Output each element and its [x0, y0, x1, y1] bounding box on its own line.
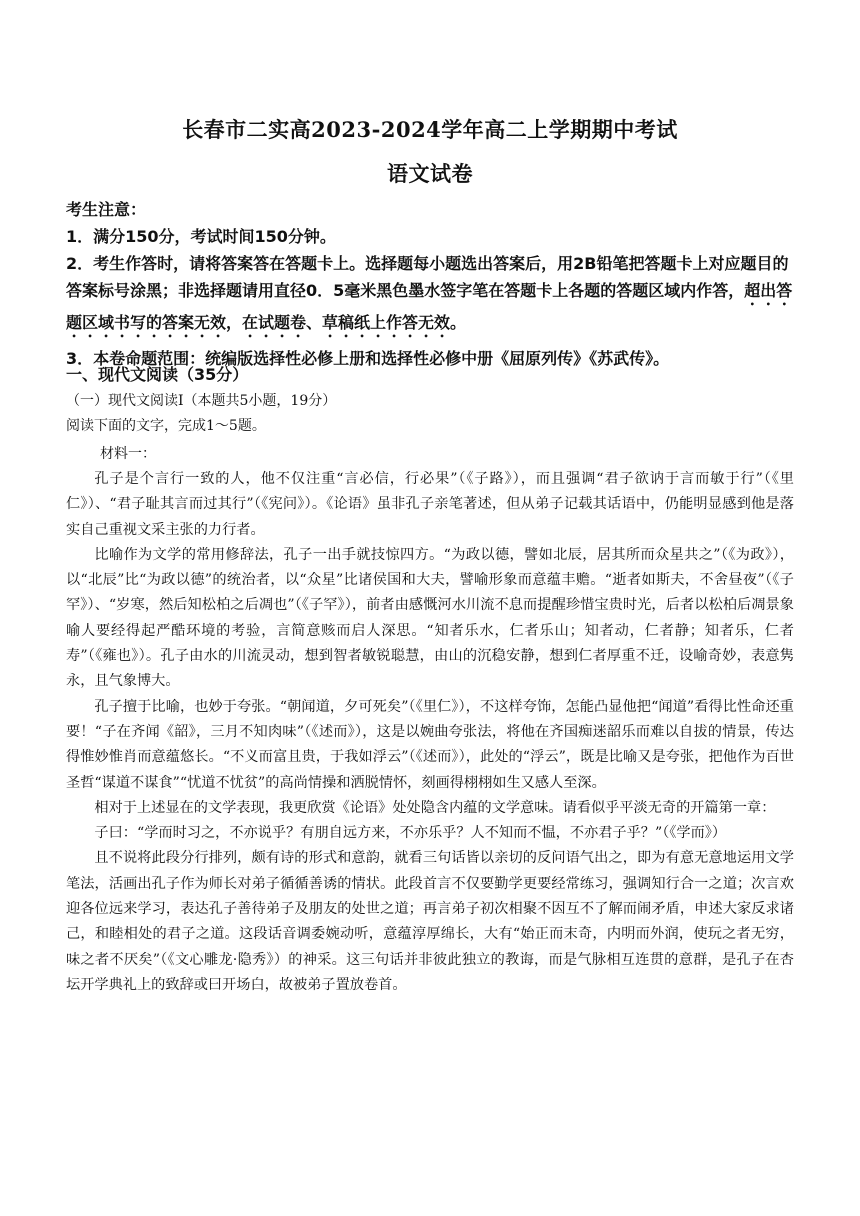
material-label: 材料一：: [100, 446, 156, 462]
notice-item-2-emphasis-2: 在试题卷、草稿纸上作答无效: [242, 313, 451, 332]
notice-block: [66, 196, 794, 372]
exam-title: 长春市二实高2023-2024学年高二上学期期中考试: [182, 117, 678, 142]
notice-item-2-text: 2．考生作答时，请将答案答在答题卡上。选择题每小题选出答案后，用2B铅笔把答题卡上对应题目的答案标号涂黑；非选择题请用直径0．5毫米黑色墨水签字笔在答题卡上各题的答题区域内作答，: [66, 254, 789, 300]
notice-heading: 考生注意：: [66, 200, 147, 219]
notice-item-3: 3．本卷命题范围：统编版选择性必修上册和选择性必修中册《屈原列传》《苏武传》。: [66, 349, 670, 368]
paragraph: 子曰：“学而时习之，不亦说乎？有朋自远方来，不亦乐乎？人不知而不愠，不亦君子乎？”（《学而》）: [94, 825, 727, 842]
paragraph: 孔子是个言行一致的人，他不仅注重“言必信，行必果”（《子路》），而且强调“君子欲讷于言而敏于行”（《里仁》）、“君子耻其言而过其行”（《宪问》）。《论语》虽非孔子亲笔著述，但从弟子记载其话语中，仍能明显感到他是落实自己重视文采主张的力行者。: [66, 471, 794, 538]
section-heading: 一、现代文阅读（35分）: [66, 365, 249, 384]
notice-item-2-emphasis-1: 超出答题区域书写的答案无效: [66, 281, 793, 332]
subsection-heading: （一）现代文阅读Ⅰ（本题共5小题，19分）: [66, 393, 337, 409]
paragraph: 比喻作为文学的常用修辞法，孔子一出手就技惊四方。“为政以德，譬如北辰，居其所而众星共之”（《为政》），以“北辰”比“为政以德”的统治者，以“众星”比诸侯国和大夫，譬喻形象而意蕴丰赡。“逝者如斯夫，不舍昼夜”（《子罕》）、“岁寒，然后知松柏之后凋也”（《子罕》），前者由感慨河水川流不息而提醒珍惜宝贵时光，后者以松柏后凋景象喻人要经得起严酷环境的考验，言简意赅而启人深思。“知者乐水，仁者乐山；知者动，仁者静；知者乐，仁者寿”（《雍也》）。孔子由水的川流灵动，想到智者敏锐聪慧，由山的沉稳安静，想到仁者厚重不迁，设喻奇妙，表意隽永，且气象博大。: [66, 546, 794, 690]
paragraph: 且不说将此段分行排列，颇有诗的形式和意韵，就看三句话皆以亲切的反问语气出之，即为有意无意地运用文学笔法，活画出孔子作为师长对弟子循循善诱的情状。此段首言不仅要勤学更要经常练习，强调知行合一之道；次言欢迎各位远来学习，表达孔子善待弟子及朋友的处世之道；再言弟子初次相聚不因互不了解而闹矛盾，申述大家反求诸己，和睦相处的君子之道。这段话音调委婉动听，意蕴淳厚绵长，大有“始正而末奇，内明而外润，使玩之者无穷，味之者不厌矣”（《文心雕龙·隐秀》）的神采。这三句话并非彼此独立的教诲，而是气脉相互连贯的意群，是孔子在杏坛开学典礼上的致辞或曰开场白，故被弟子置放卷首。: [66, 850, 794, 993]
notice-item-2: [66, 250, 794, 341]
paragraph: 相对于上述显在的文学表现，我更欣赏《论语》处处隐含内蕴的文学意味。请看似乎平淡无奇的开篇第一章：: [94, 799, 776, 816]
reading-instruction: 阅读下面的文字，完成1～5题。: [66, 418, 266, 434]
notice-item-2-comma: ，: [226, 313, 243, 332]
notice-item-2-end: 。: [450, 313, 467, 332]
notice-item-1: 1．满分150分，考试时间150分钟。: [66, 227, 336, 246]
passage: [66, 467, 794, 998]
paragraph: 孔子擅于比喻，也妙于夸张。“朝闻道，夕可死矣”（《里仁》），不这样夸饰，怎能凸显他把“闻道”看得比性命还重要！“子在齐闻《韶》，三月不知肉味”（《述而》），这是以婉曲夸张法，将他在齐国痴迷韶乐而难以自拔的情景，传达得惟妙惟肖而意蕴悠长。“不义而富且贵，于我如浮云”（《述而》），此处的“浮云”，既是比喻又是夸张，把他作为百世圣哲“谋道不谋食”“忧道不忧贫”的高尚情操和洒脱情怀，刻画得栩栩如生又感人至深。: [66, 698, 794, 791]
exam-subtitle: 语文试卷: [387, 161, 473, 186]
